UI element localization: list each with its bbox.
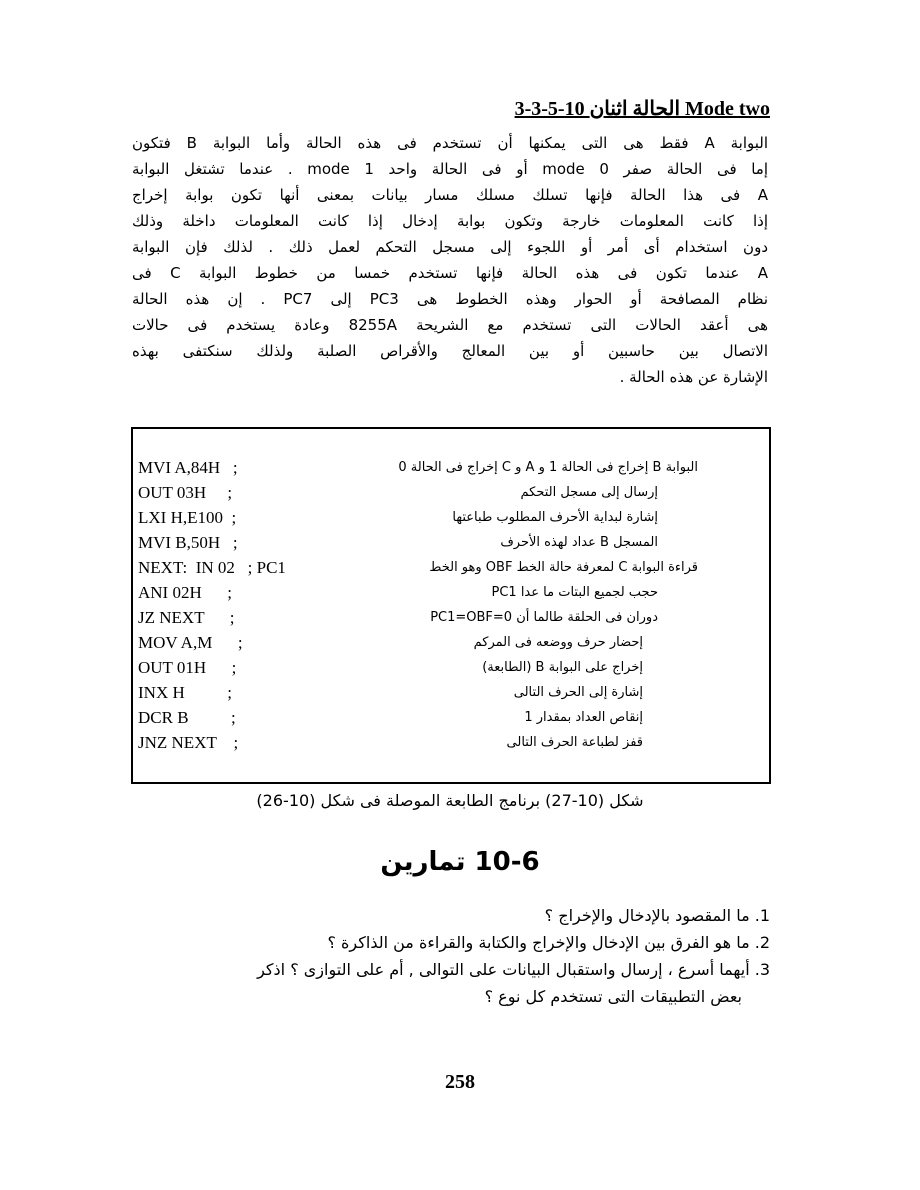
code-instruction: MOV A,M ; bbox=[138, 633, 243, 652]
code-comment: إشارة لبداية الأحرف المطلوب طباعتها bbox=[452, 510, 658, 525]
code-comment: إخراج على البوابة B (الطابعة) bbox=[482, 660, 643, 675]
code-row bbox=[138, 706, 698, 730]
code-row bbox=[138, 456, 698, 480]
code-comment: دوران فى الحلقة طالما أن PC1=OBF=0 bbox=[430, 610, 658, 625]
exercise-question: 1. ما المقصود بالإدخال والإخراج ؟ bbox=[544, 906, 770, 925]
code-comment: حجب لجميع البتات ما عدا PC1 bbox=[491, 585, 658, 600]
code-instruction: OUT 03H ; bbox=[138, 483, 233, 502]
exercise-question: 2. ما هو الفرق بين الإدخال والإخراج والكتابة والقراءة من الذاكرة ؟ bbox=[327, 933, 770, 952]
code-instruction: JZ NEXT ; bbox=[138, 608, 235, 627]
code-instruction: MVI A,84H ; bbox=[138, 458, 238, 477]
code-row bbox=[138, 656, 698, 680]
section-heading: 3-3-5-10 الحالة اثنان Mode two bbox=[514, 98, 770, 120]
code-row bbox=[138, 681, 698, 705]
code-instruction: OUT 01H ; bbox=[138, 658, 237, 677]
exercise-question: 3. أيهما أسرع ، إرسال واستقبال البيانات على التوالى , أم على التوازى ؟ اذكر bbox=[257, 960, 770, 979]
code-instruction: JNZ NEXT ; bbox=[138, 733, 239, 752]
paragraph-line: هى أعقد الحالات التى تستخدم مع الشريحة 8255A وعادة يستخدم فى حالات bbox=[132, 316, 768, 334]
paragraph-line: إذا كانت المعلومات خارجة وتكون بوابة إدخال إذا كانت المعلومات داخلة وذلك bbox=[132, 212, 768, 230]
paragraph-line: A عندما تكون فى هذه الحالة فإنها تستخدم خمسا من خطوط البوابة C فى bbox=[132, 264, 768, 282]
code-row bbox=[138, 531, 698, 555]
code-comment: إنقاص العداد بمقدار 1 bbox=[524, 710, 643, 725]
code-comment: إرسال إلى مسجل التحكم bbox=[520, 485, 658, 500]
code-row bbox=[138, 731, 698, 755]
page-number: 258 bbox=[445, 1071, 475, 1093]
code-comment: قفز لطباعة الحرف التالى bbox=[506, 735, 643, 750]
code-row bbox=[138, 581, 698, 605]
figure-caption: شكل (10-27) برنامج الطابعة الموصلة فى شكل (10-26) bbox=[256, 791, 644, 810]
exercise-question-continuation: بعض التطبيقات التى تستخدم كل نوع ؟ bbox=[484, 987, 742, 1006]
code-row bbox=[138, 606, 698, 630]
paragraph-line: الاتصال بين حاسبين أو بين المعالج والأقراص الصلبة ولذلك سنكتفى بهذه bbox=[132, 342, 768, 360]
paragraph-line: دون استخدام أى أمر أو اللجوء إلى مسجل التحكم لعمل ذلك . لذلك فإن البوابة bbox=[132, 238, 768, 256]
code-row bbox=[138, 631, 698, 655]
code-instruction: MVI B,50H ; bbox=[138, 533, 238, 552]
code-comment: المسجل B عداد لهذه الأحرف bbox=[500, 535, 658, 550]
code-comment: إحضار حرف ووضعه فى المركم bbox=[473, 635, 643, 650]
code-row bbox=[138, 481, 698, 505]
code-instruction: DCR B ; bbox=[138, 708, 236, 727]
code-instruction: ANI 02H ; bbox=[138, 583, 232, 602]
code-instruction: INX H ; bbox=[138, 683, 232, 702]
paragraph-line: البوابة A فقط هى التى يمكنها أن تستخدم فى هذه الحالة وأما البوابة B فتكون bbox=[132, 134, 768, 152]
code-instruction: LXI H,E100 ; bbox=[138, 508, 237, 527]
code-comment: إشارة إلى الحرف التالى bbox=[513, 685, 643, 700]
code-instruction: NEXT: IN 02 ; PC1 bbox=[138, 558, 286, 577]
paragraph-line: نظام المصافحة أو الحوار وهذه الخطوط هى PC3 إلى PC7 . إن هذه الحالة bbox=[132, 290, 768, 308]
paragraph-line: إما فى الحالة صفر mode 0 أو فى الحالة واحد mode 1 . عندما تشتغل البوابة bbox=[132, 160, 768, 178]
paragraph-line: الإشارة عن هذه الحالة . bbox=[619, 368, 768, 386]
code-row bbox=[138, 556, 698, 580]
code-row bbox=[138, 506, 698, 530]
code-comment: البوابة B إخراج فى الحالة 1 و A و C إخراج فى الحالة 0 bbox=[398, 460, 698, 475]
code-comment: قراءة البوابة C لمعرفة حالة الخط OBF وهو الخط bbox=[429, 560, 698, 575]
exercises-title: 10-6 تمارين bbox=[380, 847, 540, 877]
paragraph-line: A فى هذا الحالة فإنها تسلك مسلك مسار بيانات بمعنى أنها تكون بوابة إخراج bbox=[132, 186, 768, 204]
